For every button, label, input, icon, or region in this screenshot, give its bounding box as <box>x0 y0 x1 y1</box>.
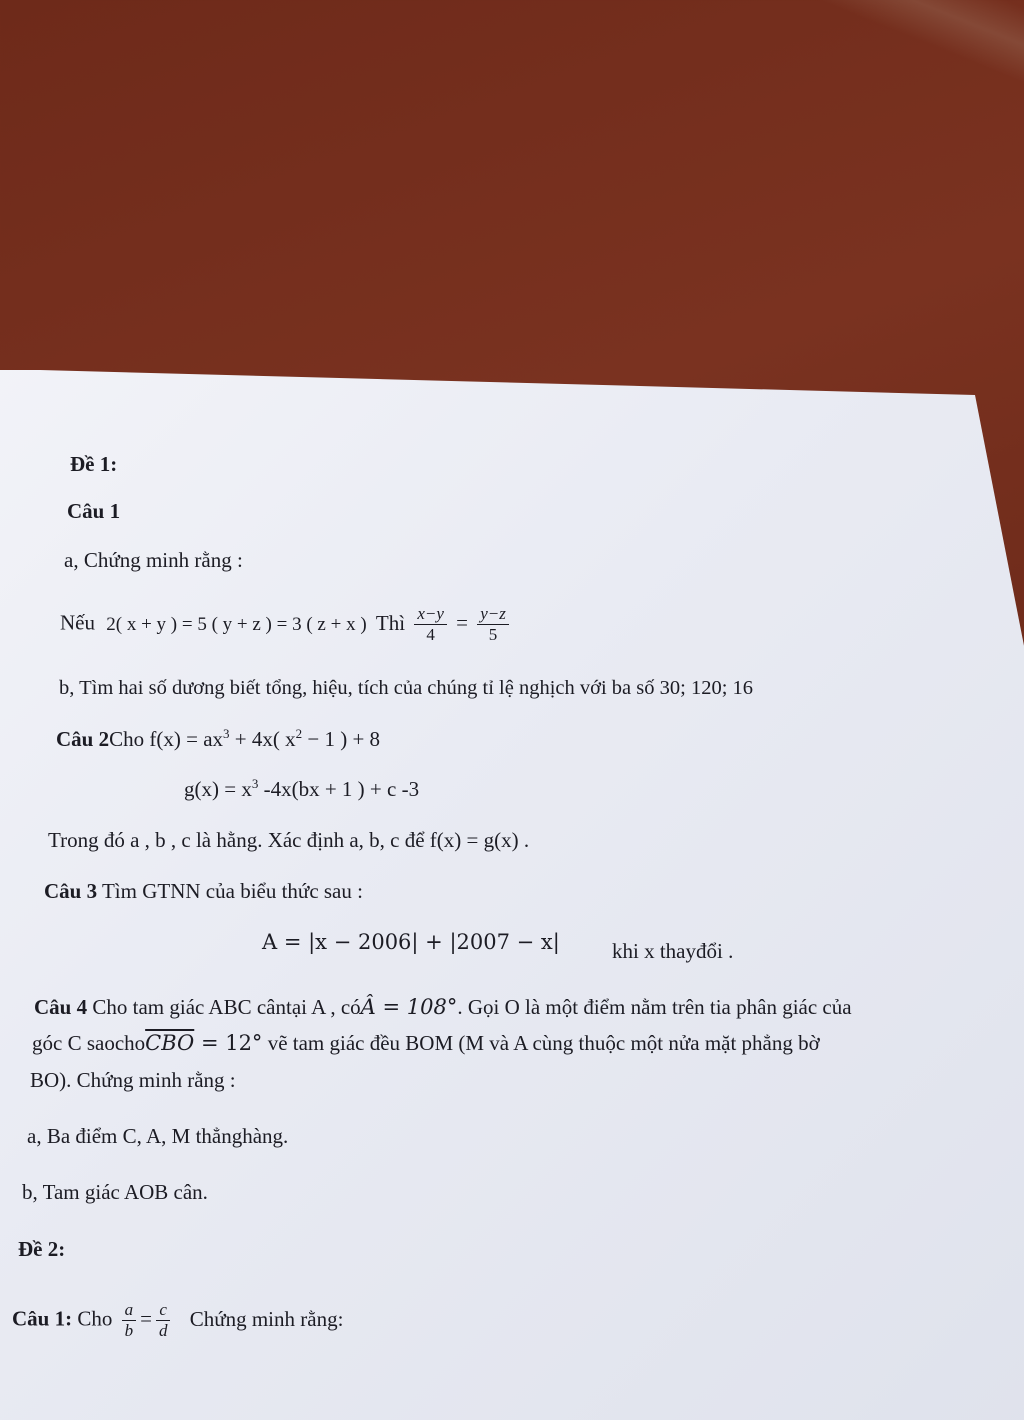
cau2-label: Câu 2 <box>56 727 110 751</box>
de2-cau1-rest: Chứng minh rằng: <box>189 1306 344 1331</box>
table-surface-highlight <box>646 0 1024 125</box>
cau4-b: b, Tam giác AOB cân. <box>22 1180 208 1204</box>
if-word: Nếu <box>60 610 95 635</box>
cau4-a: a, Ba điểm C, A, M thẳnghàng. <box>27 1124 289 1148</box>
cau1-title: Câu 1 <box>67 499 121 523</box>
de2-title: Đề 2: <box>18 1237 66 1261</box>
de1-title: Đề 1: <box>70 452 118 476</box>
cau4-line3: BO). Chứng minh rằng : <box>30 1068 236 1092</box>
cau3-khi: khi x thayđổi . <box>612 939 734 963</box>
cau2-f-start: Cho f(x) = ax <box>109 727 224 751</box>
cau4-line2: góc C $saocho\overline{CBO} = 12^\circ$ vẽ tam giác đều BOM (M và A cùng thuộc một nửa mặt phẳng bờ <box>32 1031 820 1055</box>
de2-cau1-label: Câu 1: <box>12 1306 73 1331</box>
angle-cbo: $\overline{CBO}$ <box>145 1031 195 1055</box>
cau1-a: a, Chứng minh rằng : <box>64 548 243 572</box>
fraction-y-z-over-5: $\frac{y-z}{5}$ <box>477 604 509 646</box>
fraction-x-y-over-4: $\frac{x-y}{4}$ <box>414 604 447 646</box>
cau1-a-statement <box>60 604 513 646</box>
cau3-label: Câu 3 <box>44 879 98 903</box>
fraction-a-over-b: $\frac{a}{b}$ <box>122 1300 137 1342</box>
cau1-b: b, Tìm hai số dương biết tổng, hiệu, tích của chúng tỉ lệ nghịch với ba số 30; 120; 16 <box>59 677 754 699</box>
cau4-label: Câu 4 <box>34 995 88 1019</box>
equals-sign: = <box>456 610 468 635</box>
cau3-line: Câu 3 Tìm GTNN của biểu thức sau : <box>44 879 363 903</box>
cau2-line: Câu 2Cho $f(x) = ax^3 + 4x$( $x^2 - 1$ ) + 8 <box>56 726 381 751</box>
cau2-trong: Trong đó a , b , c là hằng. Xác định a, b, c để f(x) = g(x) . <box>48 828 530 852</box>
cau4-line1: Câu 4 Cho tam giác ABC cântại A , cóÂ = 108°. Gọi O là một điểm nằm trên tia phân giác của <box>34 995 852 1019</box>
de2-cau1-line: Câu 1: Cho $\frac{a}{b}$ = $\frac{c}{d}$ Chứng minh rằng: <box>12 1300 344 1341</box>
fraction-c-over-d: $\frac{c}{d}$ <box>156 1300 171 1342</box>
then-word: Thì <box>375 610 406 635</box>
cau3-expression: A = |x − 2006| + |2007 − x| <box>262 930 560 954</box>
cau2-g-line: $g(x) = x^3$ -4x(bx + 1 ) + c -3 <box>184 776 420 801</box>
angle-a: Â = 108° <box>360 995 458 1019</box>
equation-chain: 2( x + y ) = 5 ( y + z ) = 3 ( z + x ) <box>106 613 367 635</box>
